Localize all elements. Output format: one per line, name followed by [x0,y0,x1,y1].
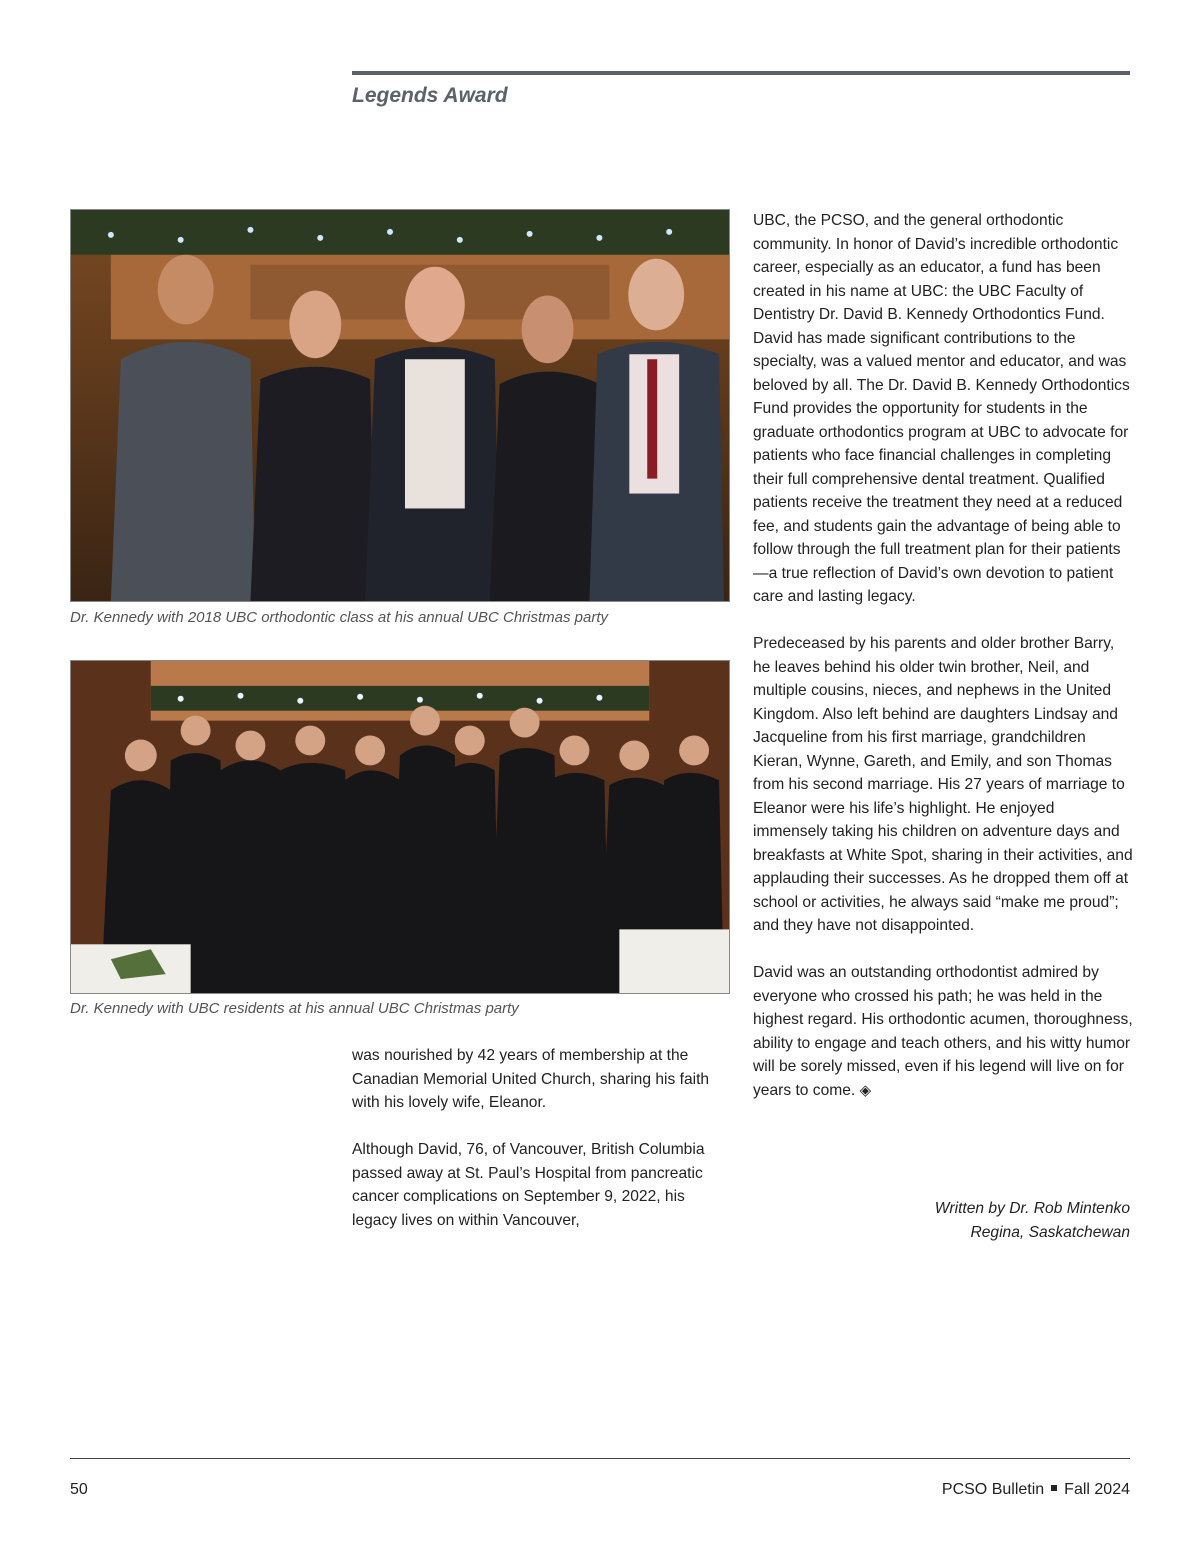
article-paragraph: Predeceased by his parents and older brother Barry, he leaves behind his older twin brother, Neil, and multiple cousins, nieces, and nephews in the United Kingdom. Also left behind are daughters Lindsay and Jacqueline from his first marriage, grandchildren Kieran, Wynne, Gareth, and Emily, and son Thomas from his second marriage. His 27 years of marriage to Eleanor were his life’s highlight. He enjoyed immensely taking his children on adventure days and breakfasts at White Spot, sharing in their activities, and applauding their successes. As he dropped them off at school or activities, he always said “make me proud”; and they have not disappointed. [753,635,1133,934]
photo-caption: Dr. Kennedy with UBC residents at his annual UBC Christmas party [70,1000,519,1017]
issue-label: Fall 2024 [1064,1481,1130,1498]
separator-square-icon [1051,1485,1057,1491]
group-photo-illustration [71,661,729,993]
page-number: 50 [70,1481,88,1498]
photo-caption: Dr. Kennedy with 2018 UBC orthodontic class at his annual UBC Christmas party [70,609,609,626]
byline [753,1197,1130,1244]
article-paragraph: was nourished by 42 years of membership at the Canadian Memorial United Church, sharing his faith with his lovely wife, Eleanor. [352,1047,710,1111]
photo-2018-ubc-class [70,209,730,602]
publication-name: PCSO Bulletin [941,1481,1045,1498]
header-rule [352,71,1130,75]
article-column-middle [352,1044,732,1256]
article-paragraph: Although David, 76, of Vancouver, British Columbia passed away at St. Paul’s Hospital from pancreatic cancer complications on September 9, 2022, his legacy lives on within Vancouver, [352,1141,705,1229]
footer-rule [70,1458,1130,1459]
byline-location: Regina, Saskatchewan [970,1223,1130,1241]
end-mark-icon: ◈ [859,1081,872,1099]
byline-author: Written by Dr. Rob Mintenko [934,1200,1130,1217]
article-column-right [753,209,1133,1126]
group-photo-illustration [71,210,729,601]
article-paragraph: David was an outstanding orthodontist admired by everyone who crossed his path; he was held in the highest regard. His orthodontic acumen, thoroughness, ability to engage and teach others, and his witty humor will be sorely missed, even if his legend will live on for years to come. [753,964,1133,1099]
article-paragraph: UBC, the PCSO, and the general orthodontic community. In honor of David’s incredible orthodontic career, especially as an educator, a fund has been created in his name at UBC: the UBC Faculty of Dentistry Dr. David B. Kennedy Orthodontics Fund. David has made significant contributions to the specialty, was a valued mentor and educator, and was beloved by all. The Dr. David B. Kennedy Orthodontics Fund provides the opportunity for students in the graduate orthodontics program at UBC to advocate for patients who face financial challenges in completing their full comprehensive dental treatment. Qualified patients receive the treatment they need at a reduced fee, and students gain the advantage of being able to follow through the full treatment plan for their patients—a true reflection of David’s own devotion to patient care and lasting legacy. [753,212,1130,605]
article-paragraph-final [753,961,1133,1102]
section-title: Legends Award [352,84,508,107]
footer-publication [942,1481,1130,1499]
photo-ubc-residents [70,660,730,994]
